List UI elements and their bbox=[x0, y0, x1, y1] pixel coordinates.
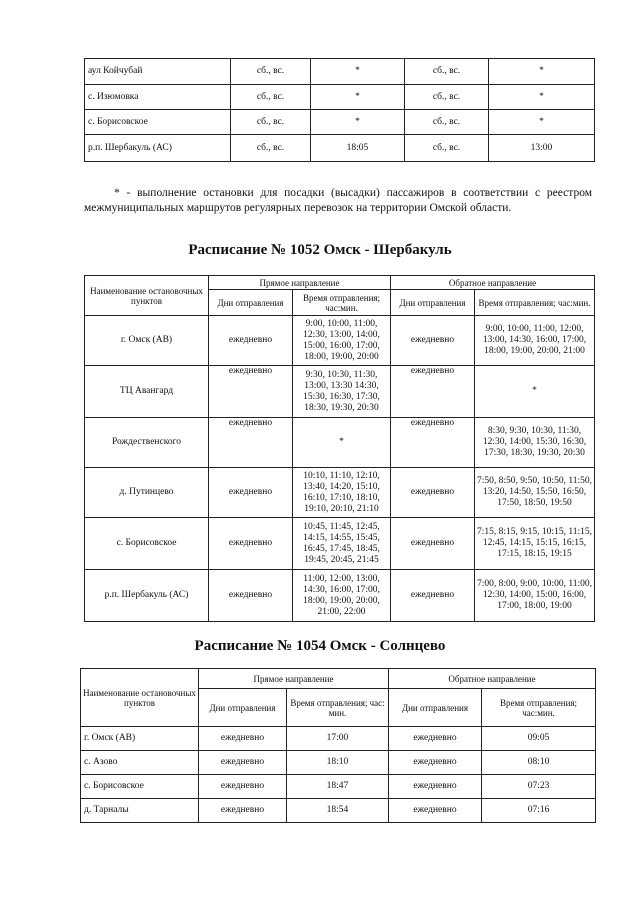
days-back: ежедневно bbox=[389, 727, 482, 751]
header-days-back: Дни отправления bbox=[391, 290, 475, 316]
schedule-1054-table bbox=[80, 668, 596, 823]
header-days-direct: Дни отправления bbox=[199, 689, 287, 727]
table-row bbox=[85, 570, 595, 622]
header-direct: Прямое направление bbox=[209, 276, 391, 290]
stop-name: аул Койчубай bbox=[85, 59, 231, 85]
days-back: сб., вс. bbox=[405, 85, 489, 110]
stop-name: г. Омск (АВ) bbox=[81, 727, 199, 751]
time-direct: * bbox=[293, 418, 391, 468]
schedule-1052-table bbox=[84, 275, 595, 622]
days-direct: сб., вс. bbox=[231, 85, 311, 110]
time-back: 07:23 bbox=[482, 775, 596, 799]
days-direct: ежедневно bbox=[209, 366, 293, 418]
top-stops-table bbox=[84, 58, 595, 162]
time-back: 09:05 bbox=[482, 727, 596, 751]
table-row bbox=[85, 518, 595, 570]
header-back: Обратное направление bbox=[391, 276, 595, 290]
time-direct: 10:45, 11:45, 12:45, 14:15, 14:55, 15:45, 16:45, 17:45, 18:45, 19:45, 20:45, 21:45 bbox=[293, 518, 391, 570]
schedule-1054-title: Расписание № 1054 Омск - Солнцево bbox=[194, 638, 446, 654]
days-direct: ежедневно bbox=[199, 751, 287, 775]
table-row bbox=[85, 468, 595, 518]
schedule-1052-title: Расписание № 1052 Омск - Шербакуль bbox=[188, 242, 452, 258]
days-back: сб., вс. bbox=[405, 59, 489, 85]
time-back: * bbox=[475, 366, 595, 418]
days-back: ежедневно bbox=[391, 468, 475, 518]
table-row bbox=[85, 85, 595, 110]
days-back: ежедневно bbox=[389, 775, 482, 799]
stop-name: с. Борисовское bbox=[85, 110, 231, 135]
days-direct: ежедневно bbox=[199, 799, 287, 823]
time-direct: 18:05 bbox=[311, 135, 405, 162]
table-row bbox=[85, 135, 595, 162]
header-time-direct: Время отправления; час: мин. bbox=[287, 689, 389, 727]
days-back: сб., вс. bbox=[405, 110, 489, 135]
stop-name: Рождественского bbox=[85, 418, 209, 468]
stop-name: р.п. Шербакуль (АС) bbox=[85, 570, 209, 622]
days-direct: сб., вс. bbox=[231, 110, 311, 135]
days-direct: ежедневно bbox=[199, 727, 287, 751]
time-direct: 17:00 bbox=[287, 727, 389, 751]
time-direct: 10:10, 11:10, 12:10, 13:40, 14:20, 15:10, 16:10, 17:10, 18:10, 19:10, 20:10, 21:10 bbox=[293, 468, 391, 518]
footnote: * - выполнение остановки для посадки (высадки) пассажиров в соответствии с реестром межмуниципальных маршрутов регулярных перевозок на территории Омской области. bbox=[84, 187, 592, 214]
header-days-back: Дни отправления bbox=[389, 689, 482, 727]
time-back: 7:00, 8:00, 9:00, 10:00, 11:00, 12:30, 14:00, 15:00, 16:00, 17:00, 18:00, 19:00 bbox=[475, 570, 595, 622]
header-time-back: Время отправления; час:мин. bbox=[482, 689, 596, 727]
days-back: сб., вс. bbox=[405, 135, 489, 162]
table-row bbox=[85, 366, 595, 418]
table-row bbox=[85, 59, 595, 85]
stop-name: ТЦ Авангард bbox=[85, 366, 209, 418]
days-direct: ежедневно bbox=[209, 468, 293, 518]
days-direct: ежедневно bbox=[199, 775, 287, 799]
days-back: ежедневно bbox=[391, 518, 475, 570]
time-back: 07:16 bbox=[482, 799, 596, 823]
time-direct: * bbox=[311, 85, 405, 110]
header-time-back: Время отправления; час:мин. bbox=[475, 290, 595, 316]
days-back: ежедневно bbox=[391, 366, 475, 418]
header-stop: Наименование остановочных пунктов bbox=[85, 276, 209, 316]
time-direct: 18:54 bbox=[287, 799, 389, 823]
time-back: 7:15, 8:15, 9:15, 10:15, 11:15, 12:45, 14:15, 15:15, 16:15, 17:15, 18:15, 19:15 bbox=[475, 518, 595, 570]
table-row bbox=[81, 751, 596, 775]
stop-name: д. Путинцево bbox=[85, 468, 209, 518]
time-back: * bbox=[489, 85, 595, 110]
time-back: * bbox=[489, 110, 595, 135]
table-row bbox=[85, 316, 595, 366]
time-direct: 11:00, 12:00, 13:00, 14:30, 16:00, 17:00, 18:00, 19:00, 20:00, 21:00, 22:00 bbox=[293, 570, 391, 622]
days-back: ежедневно bbox=[391, 570, 475, 622]
table-row bbox=[85, 110, 595, 135]
header-stop: Наименование остановочных пунктов bbox=[81, 669, 199, 727]
header-row bbox=[85, 276, 595, 290]
days-direct: ежедневно bbox=[209, 570, 293, 622]
days-direct: ежедневно bbox=[209, 518, 293, 570]
header-days-direct: Дни отправления bbox=[209, 290, 293, 316]
days-direct: сб., вс. bbox=[231, 135, 311, 162]
time-back: 8:30, 9:30, 10:30, 11:30, 12:30, 14:00, 15:30, 16:30, 17:30, 18:30, 19:30, 20:30 bbox=[475, 418, 595, 468]
stop-name: д. Тарналы bbox=[81, 799, 199, 823]
time-back: 7:50, 8:50, 9:50, 10:50, 11:50, 13:20, 14:50, 15:50, 16:50, 17:50, 18:50, 19:50 bbox=[475, 468, 595, 518]
stop-name: г. Омск (АВ) bbox=[85, 316, 209, 366]
days-back: ежедневно bbox=[391, 316, 475, 366]
stop-name: с. Борисовское bbox=[81, 775, 199, 799]
time-back: 9:00, 10:00, 11:00, 12:00, 13:00, 14:30, 16:00, 17:00, 18:00, 19:00, 20:00, 21:00 bbox=[475, 316, 595, 366]
table-row bbox=[81, 775, 596, 799]
header-direct: Прямое направление bbox=[199, 669, 389, 689]
time-back: 08:10 bbox=[482, 751, 596, 775]
stop-name: с. Изюмовка bbox=[85, 85, 231, 110]
table-row bbox=[81, 727, 596, 751]
days-direct: ежедневно bbox=[209, 418, 293, 468]
table-row bbox=[81, 799, 596, 823]
header-row bbox=[81, 669, 596, 689]
days-back: ежедневно bbox=[389, 751, 482, 775]
stop-name: р.п. Шербакуль (АС) bbox=[85, 135, 231, 162]
time-back: 13:00 bbox=[489, 135, 595, 162]
time-direct: * bbox=[311, 59, 405, 85]
time-direct: * bbox=[311, 110, 405, 135]
header-back: Обратное направление bbox=[389, 669, 596, 689]
time-back: * bbox=[489, 59, 595, 85]
time-direct: 9:00, 10:00, 11:00, 12:30, 13:00, 14:00, 15:00, 16:00, 17:00, 18:00, 19:00, 20:00 bbox=[293, 316, 391, 366]
days-back: ежедневно bbox=[391, 418, 475, 468]
time-direct: 9:30, 10:30, 11:30, 13:00, 13:30 14:30, 15:30, 16:30, 17:30, 18:30, 19:30, 20:30 bbox=[293, 366, 391, 418]
days-back: ежедневно bbox=[389, 799, 482, 823]
time-direct: 18:10 bbox=[287, 751, 389, 775]
table-row bbox=[85, 418, 595, 468]
header-time-direct: Время отправления; час:мин. bbox=[293, 290, 391, 316]
stop-name: с. Азово bbox=[81, 751, 199, 775]
days-direct: сб., вс. bbox=[231, 59, 311, 85]
stop-name: с. Борисовское bbox=[85, 518, 209, 570]
time-direct: 18:47 bbox=[287, 775, 389, 799]
days-direct: ежедневно bbox=[209, 316, 293, 366]
